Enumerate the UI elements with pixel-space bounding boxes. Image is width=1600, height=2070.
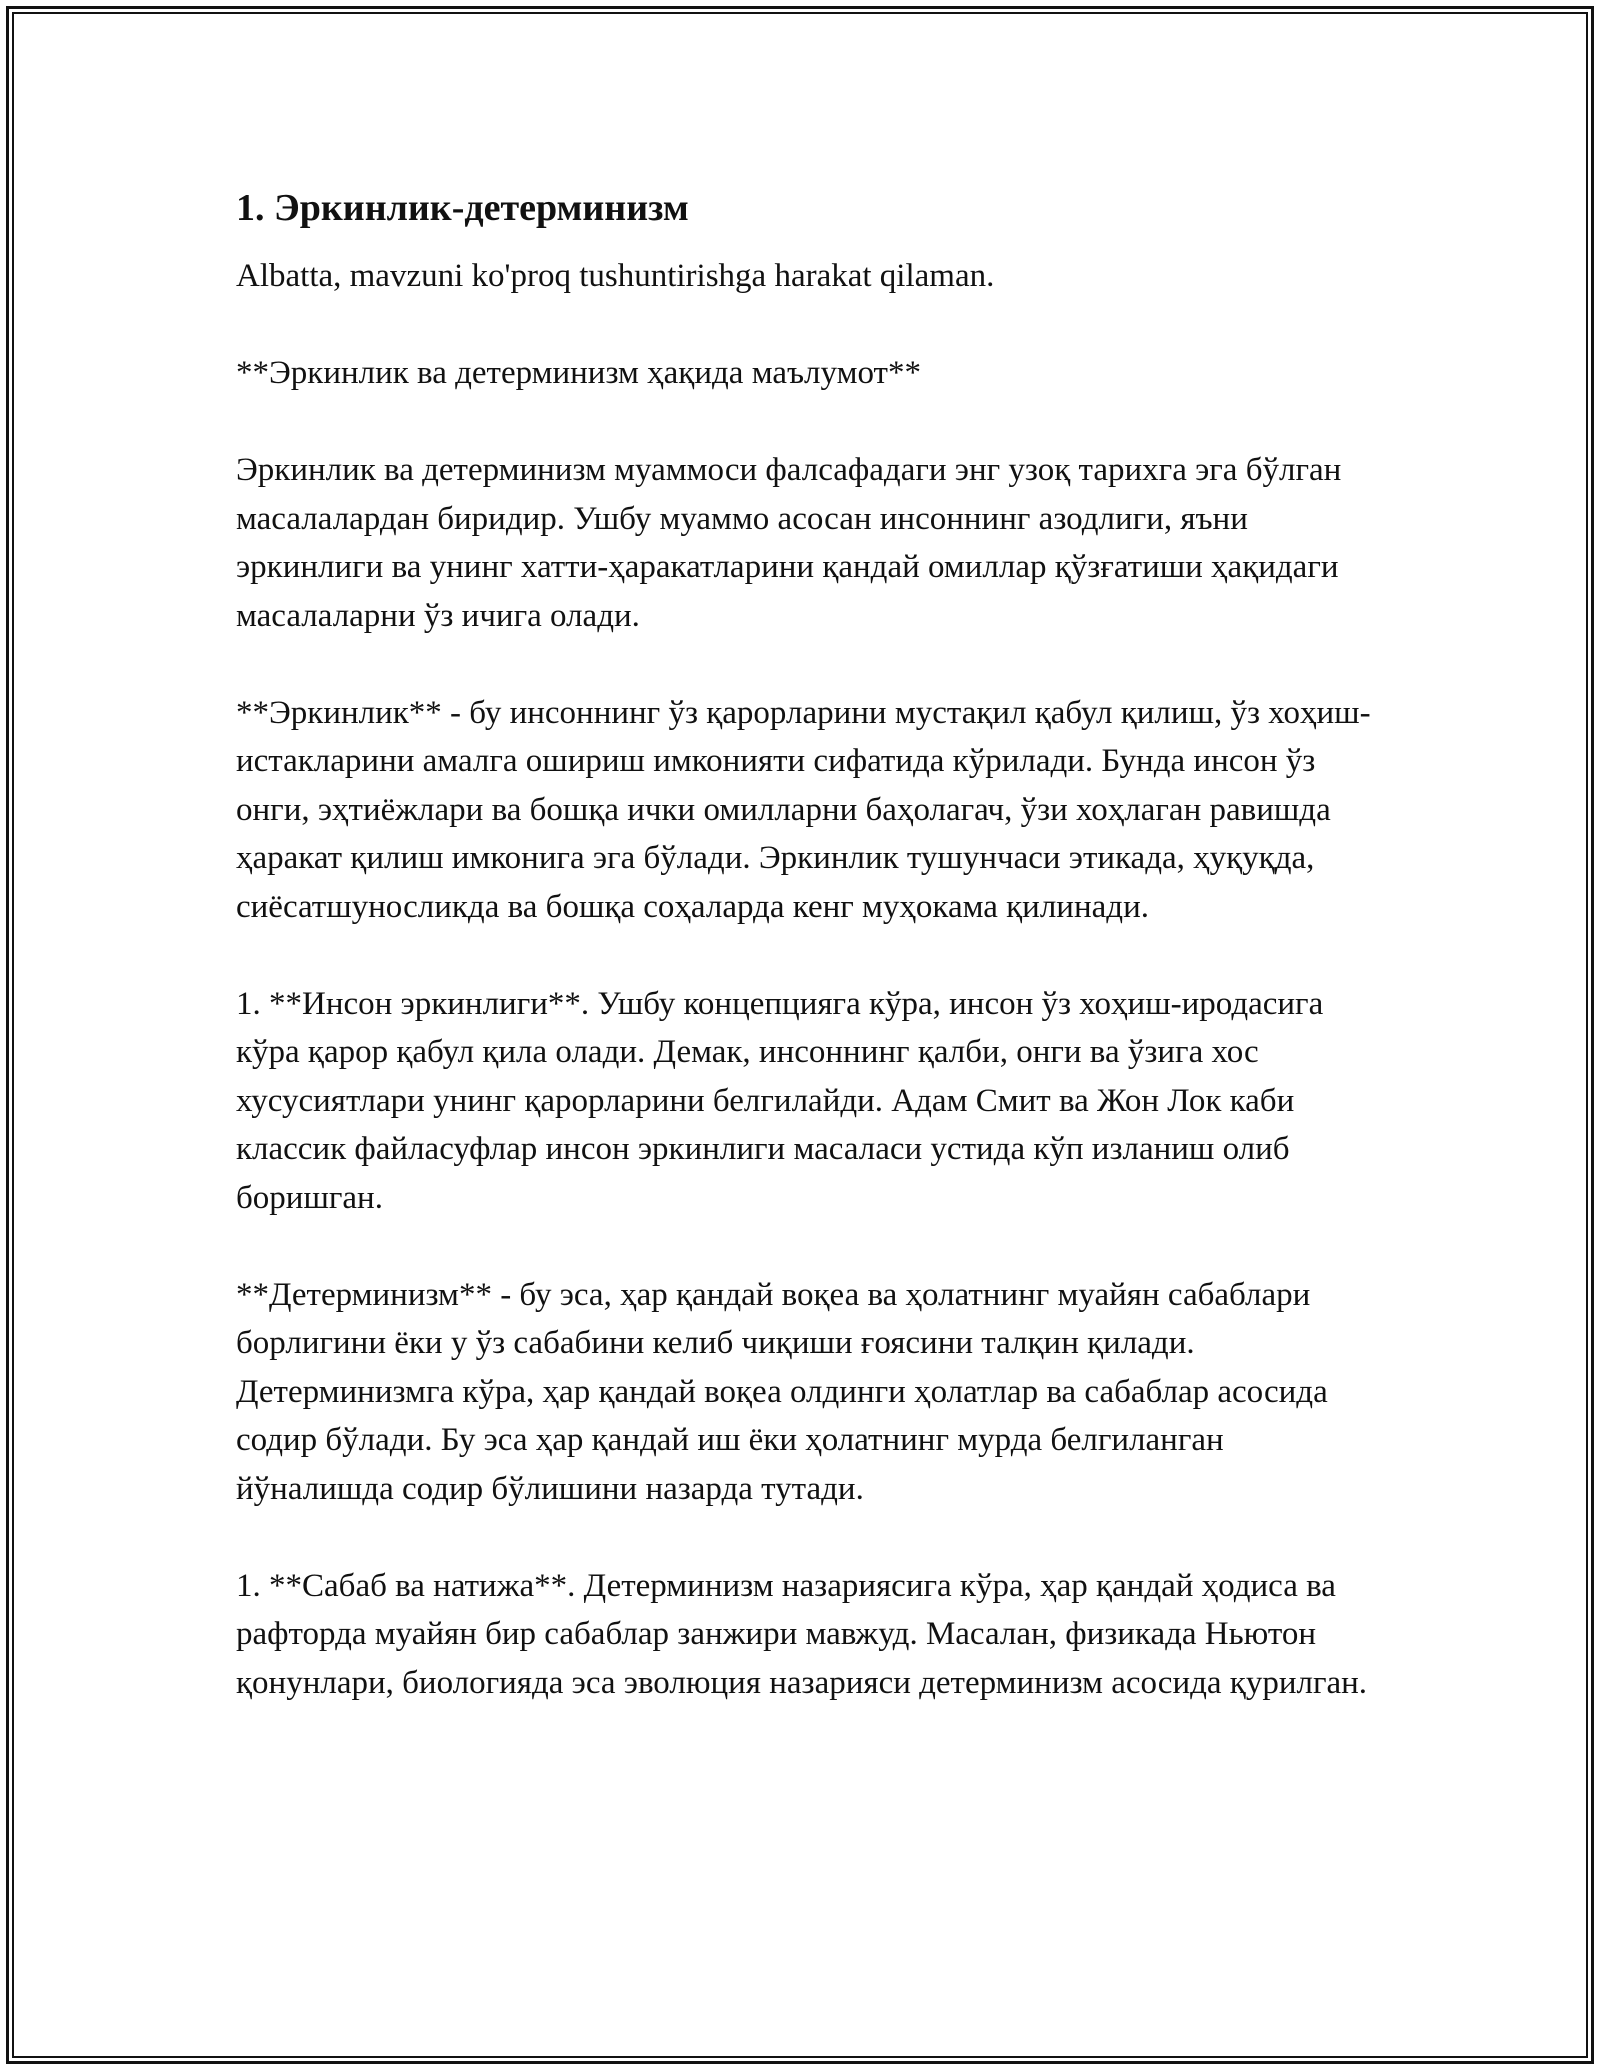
freedom-definition-paragraph: **Эркинлик** - бу инсоннинг ўз қарорларини мустақил қабул қилиш, ўз хоҳиш-истакларини амалга ошириш имконияти сифатида кўрилади. Бунда инсон ўз онги, эҳтиёжлари ва бошқа ички омилларни баҳолагач, ўзи хоҳлаган равишда ҳаракат қилиш имконига эга бўлади. Эркинлик тушунчаси этикада, ҳуқуқда, сиёсатшуносликда ва бошқа соҳаларда кенг муҳокама қилинади. — [236, 694, 1371, 925]
determinism-definition-paragraph: **Детерминизм** - бу эса, ҳар қандай воқеа ва ҳолатнинг муайян сабаблари борлигини ёки у ўз сабабини келиб чиқиши ғоясини талқин қилади. Детерминизмга кўра, ҳар қандай воқеа олдинги ҳолатлар ва сабаблар асосида содир бўлади. Бу эса ҳар қандай иш ёки ҳолатнинг мурда белгиланган йўналишда содир бўлишини назарда тутади. — [236, 1276, 1328, 1507]
section-title-paragraph: **Эркинлик ва детерминизм ҳақида маълумот** — [236, 355, 921, 391]
overview-paragraph: Эркинлик ва детерминизм муаммоси фалсафадаги энг узоқ тарихга эга бўлган масалалардан биридир. Ушбу муаммо асосан инсоннинг азодлиги, яъни эркинлиги ва унинг хатти-ҳаракатларини қандай омиллар қўзғатиши ҳақидаги масалаларни ўз ичига олади. — [236, 452, 1342, 634]
human-freedom-paragraph: 1. **Инсон эркинлиги**. Ушбу концепцияга кўра, инсон ўз хоҳиш-иродасига кўра қарор қабул қила олади. Демак, инсоннинг қалби, онги ва ўзига хос хусусиятлари унинг қарорларини белгилайди. Адам Смит ва Жон Лок каби классик файласуфлар инсон эркинлиги масаласи устида кўп изланиш олиб боришган. — [236, 985, 1324, 1216]
document-heading: 1. Эркинлик-детерминизм — [236, 187, 689, 229]
document-body — [236, 184, 1376, 1756]
intro-paragraph: Albatta, mavzuni ko'proq tushuntirishga harakat qilaman. — [236, 258, 995, 294]
cause-effect-paragraph: 1. **Сабаб ва натижа**. Детерминизм назариясига кўра, ҳар қандай ҳодиса ва рафторда муайян бир сабаблар занжири мавжуд. Масалан, физикада Ньютон қонунлари, биологияда эса эволюция назарияси детерминизм асосида қурилган. — [236, 1567, 1368, 1701]
